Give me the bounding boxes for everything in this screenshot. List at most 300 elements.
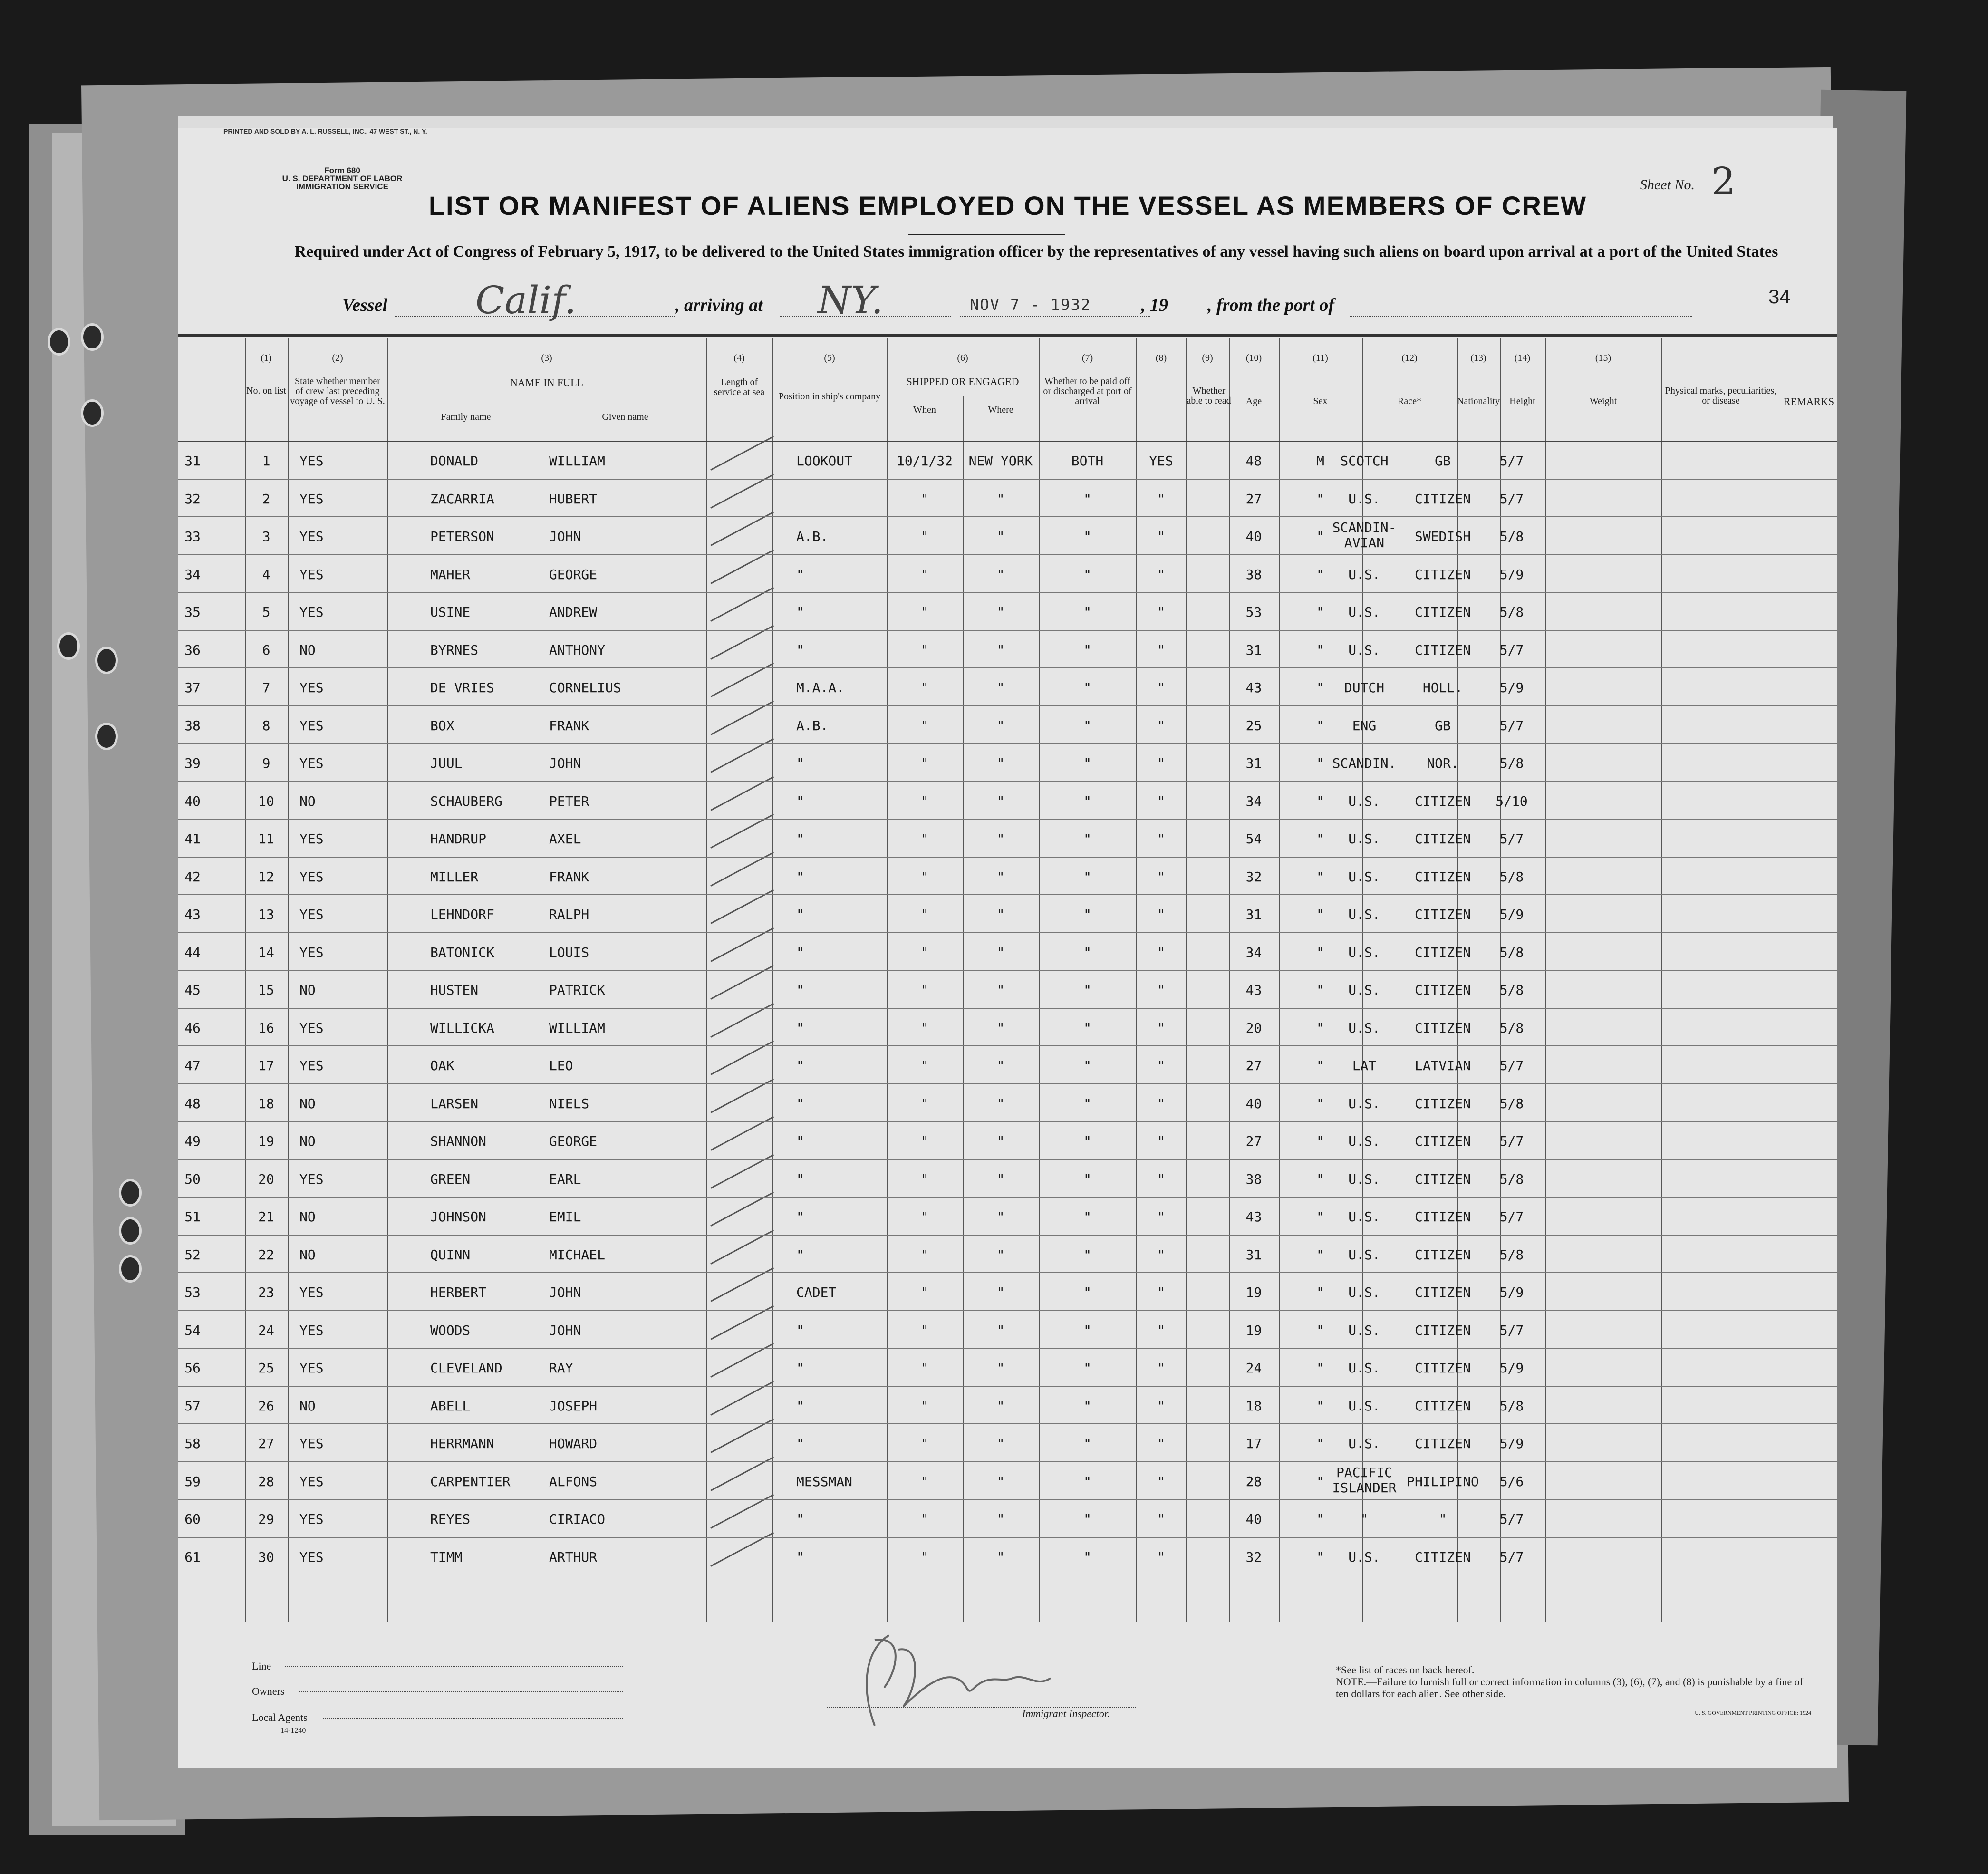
cell-family: BYRNES (430, 642, 479, 658)
cell-family: DONALD (430, 453, 479, 469)
cell-height: 5/8 (1499, 982, 1524, 998)
inspector-signature (846, 1631, 1093, 1740)
cell-position: " (796, 1511, 804, 1527)
cell-when: " (920, 1360, 929, 1376)
cell-paid: " (1083, 1209, 1091, 1225)
header-where: Where (988, 405, 1013, 415)
owners-field (299, 1691, 623, 1692)
cell-voyage: YES (299, 907, 324, 922)
col-number: (12) (1401, 353, 1418, 363)
cell-position: CADET (796, 1285, 837, 1300)
cell-nat: GB (1435, 453, 1451, 469)
cell-position: " (796, 1246, 804, 1263)
cell-family: BATONICK (430, 944, 494, 960)
cell-no: 12 (258, 869, 274, 885)
cell-voyage: YES (299, 1473, 324, 1489)
cell-nat: SWEDISH (1414, 529, 1471, 544)
cell-voyage: YES (299, 831, 324, 847)
cell-height: 5/9 (1499, 907, 1524, 922)
cell-given: FRANK (549, 869, 589, 885)
cell-sex: " (1316, 869, 1324, 885)
row-rule (178, 516, 1837, 517)
cell-age: 40 (1245, 529, 1262, 544)
row-rule (178, 1386, 1837, 1387)
inspector-label: Immigrant Inspector. (1022, 1708, 1110, 1719)
cell-given: CIRIACO (549, 1511, 606, 1527)
cell-no: 8 (262, 717, 270, 734)
cell-height: 5/7 (1499, 1549, 1524, 1565)
cell-race: U.S. (1348, 1095, 1380, 1111)
cell-age: 34 (1245, 793, 1262, 809)
cell-sex: " (1316, 1285, 1324, 1300)
cell-sex: " (1316, 755, 1324, 771)
cell-voyage: YES (299, 1360, 324, 1376)
cell-when: " (920, 982, 929, 998)
cell-nat: CITIZEN (1414, 1095, 1471, 1111)
cell-family: PETERSON (430, 529, 494, 544)
cell-no: 29 (258, 1511, 274, 1527)
cell-position: A.B. (796, 529, 829, 544)
cell-paid: " (1083, 1020, 1091, 1036)
col-number: (9) (1202, 353, 1213, 363)
cell-paid: " (1083, 1171, 1091, 1187)
cell-no: 23 (258, 1285, 274, 1300)
cell-family: DE VRIES (430, 680, 494, 696)
cell-position: MESSMAN (796, 1473, 853, 1489)
cell-sex: " (1316, 907, 1324, 922)
column-divider (1186, 338, 1187, 1622)
column-divider (706, 338, 707, 1622)
cell-when: " (920, 1473, 929, 1489)
cell-paid: " (1083, 831, 1091, 847)
cell-voyage: NO (299, 982, 316, 998)
cell-position: " (796, 1398, 804, 1414)
cell-paid: " (1083, 1511, 1091, 1527)
cell-race: SCANDIN- AVIAN (1332, 520, 1397, 551)
cell-line: 39 (184, 755, 201, 771)
cell-given: RALPH (549, 907, 589, 922)
cell-line: 32 (184, 491, 201, 507)
cell-read: " (1157, 907, 1165, 922)
cell-line: 58 (184, 1436, 201, 1451)
cell-race: U.S. (1348, 831, 1380, 847)
cell-height: 5/8 (1499, 1398, 1524, 1414)
binder-hole-icon (81, 323, 104, 351)
cell-race: PACIFIC ISLANDER (1332, 1464, 1397, 1496)
cell-sex: " (1316, 1171, 1324, 1187)
cell-position: " (796, 831, 804, 847)
cell-paid: " (1083, 1246, 1091, 1263)
binder-hole-icon (119, 1217, 142, 1245)
cell-position: " (796, 793, 804, 809)
cell-given: HOWARD (549, 1436, 598, 1451)
cell-race: LAT (1352, 1058, 1377, 1073)
cell-no: 20 (258, 1171, 274, 1187)
cell-paid: BOTH (1071, 453, 1104, 469)
cell-position: " (796, 869, 804, 885)
column-divider (288, 338, 289, 1622)
cell-race: U.S. (1348, 1549, 1380, 1565)
cell-paid: " (1083, 1095, 1091, 1111)
row-rule (178, 1310, 1837, 1311)
cell-position: " (796, 566, 804, 582)
col-number: (6) (957, 353, 968, 363)
cell-position: " (796, 1322, 804, 1338)
cell-position: " (796, 944, 804, 960)
cell-given: JOHN (549, 1285, 581, 1300)
cell-age: 38 (1245, 1171, 1262, 1187)
header-when: When (913, 405, 936, 415)
cell-height: 5/7 (1499, 1511, 1524, 1527)
cell-where: " (996, 831, 1005, 847)
cell-height: 5/7 (1499, 642, 1524, 658)
col-number: (11) (1312, 353, 1328, 363)
printer-line: PRINTED AND SOLD BY A. L. RUSSELL, INC., 47 WEST ST., N. Y. (223, 127, 427, 135)
cell-where: " (996, 680, 1005, 696)
row-rule (178, 970, 1837, 971)
header-physical-marks: Physical marks, peculiarities, or disease (1665, 386, 1777, 406)
cell-age: 32 (1245, 1549, 1262, 1565)
cell-given: PETER (549, 793, 589, 809)
cell-age: 19 (1245, 1322, 1262, 1338)
form-identifier (238, 166, 447, 191)
cell-line: 35 (184, 604, 201, 620)
cell-race: U.S. (1348, 1209, 1380, 1225)
cell-family: REYES (430, 1511, 471, 1527)
crew-table (178, 338, 1837, 1622)
cell-family: JUUL (430, 755, 463, 771)
cell-where: " (996, 1549, 1005, 1565)
cell-when: " (920, 831, 929, 847)
cell-when: " (920, 1171, 929, 1187)
cell-given: JOHN (549, 755, 581, 771)
cell-position: " (796, 1058, 804, 1073)
cell-line: 56 (184, 1360, 201, 1376)
cell-line: 57 (184, 1398, 201, 1414)
cell-position: " (796, 642, 804, 658)
from-port-label: , from the port of (1207, 295, 1335, 315)
cell-where: NEW YORK (968, 453, 1033, 469)
cell-nat: CITIZEN (1414, 1398, 1471, 1414)
cell-read: " (1157, 1473, 1165, 1489)
cell-paid: " (1083, 869, 1091, 885)
cell-race: U.S. (1348, 1285, 1380, 1300)
row-rule (178, 932, 1837, 933)
cell-read: " (1157, 566, 1165, 582)
cell-where: " (996, 1436, 1005, 1451)
cell-sex: " (1316, 604, 1324, 620)
col-number: (7) (1081, 353, 1093, 363)
cell-read: " (1157, 1360, 1165, 1376)
cell-no: 25 (258, 1360, 274, 1376)
row-rule (178, 1235, 1837, 1236)
cell-height: 5/8 (1499, 1246, 1524, 1263)
cell-line: 36 (184, 642, 201, 658)
binder-hole-icon (119, 1179, 142, 1207)
cell-height: 5/6 (1499, 1473, 1524, 1489)
cell-where: " (996, 1473, 1005, 1489)
cell-race: U.S. (1348, 642, 1380, 658)
cell-nat: CITIZEN (1414, 982, 1471, 998)
cell-race: U.S. (1348, 491, 1380, 507)
cell-age: 27 (1245, 1133, 1262, 1149)
cell-position: " (796, 1436, 804, 1451)
cell-read: " (1157, 1095, 1165, 1111)
cell-sex: " (1316, 1322, 1324, 1338)
cell-paid: " (1083, 1285, 1091, 1300)
cell-position: " (796, 1020, 804, 1036)
cell-paid: " (1083, 793, 1091, 809)
col-number: (13) (1470, 353, 1486, 363)
header-race: Race* (1398, 396, 1421, 406)
cell-paid: " (1083, 1436, 1091, 1451)
page-subtitle: Required under Act of Congress of February 5, 1917, to be delivered to the United States immigration officer by the representatives of any vessel having such aliens on board upon arrival at a port of the United States (294, 243, 1778, 261)
department-name: U. S. DEPARTMENT OF LABOR (282, 174, 403, 183)
cell-where: " (996, 1285, 1005, 1300)
cell-given: ALFONS (549, 1473, 598, 1489)
cell-family: QUINN (430, 1246, 471, 1263)
cell-given: ARTHUR (549, 1549, 598, 1565)
header-remarks: REMARKS (1783, 396, 1834, 407)
cell-voyage: YES (299, 1322, 324, 1338)
cell-height: 5/7 (1499, 1209, 1524, 1225)
cell-race: U.S. (1348, 1171, 1380, 1187)
cell-no: 16 (258, 1020, 274, 1036)
cell-line: 42 (184, 869, 201, 885)
cell-height: 5/8 (1499, 869, 1524, 885)
cell-sex: " (1316, 1360, 1324, 1376)
header-paid-off: Whether to be paid off or discharged at port of arrival (1043, 376, 1132, 406)
cell-age: 43 (1245, 1209, 1262, 1225)
cell-where: " (996, 566, 1005, 582)
cell-voyage: YES (299, 717, 324, 734)
cell-position: " (796, 1133, 804, 1149)
row-rule (178, 630, 1837, 631)
cell-given: ANDREW (549, 604, 598, 620)
cell-when: " (920, 642, 929, 658)
cell-when: " (920, 907, 929, 922)
cell-nat: NOR. (1427, 755, 1459, 771)
cell-paid: " (1083, 566, 1091, 582)
header-given-name: Given name (602, 412, 648, 422)
year-label: , 19 (1141, 295, 1168, 315)
header-height: Height (1509, 396, 1535, 406)
cell-where: " (996, 1058, 1005, 1073)
cell-paid: " (1083, 1549, 1091, 1565)
cell-read: YES (1149, 453, 1173, 469)
title-rule (908, 234, 1065, 235)
cell-nat: CITIZEN (1414, 1436, 1471, 1451)
cell-when: " (920, 1398, 929, 1414)
cell-paid: " (1083, 680, 1091, 696)
agents-field (323, 1718, 623, 1719)
races-note: *See list of races on back hereof. (1336, 1664, 1475, 1676)
cell-race: U.S. (1348, 907, 1380, 922)
cell-when: " (920, 604, 929, 620)
cell-where: " (996, 491, 1005, 507)
cell-no: 2 (262, 491, 270, 507)
cell-no: 19 (258, 1133, 274, 1149)
header-age: Age (1245, 396, 1262, 406)
cell-given: LEO (549, 1058, 573, 1073)
cell-position: " (796, 1549, 804, 1565)
cell-race: U.S. (1348, 566, 1380, 582)
cell-when: " (920, 529, 929, 544)
cell-when: " (920, 1322, 929, 1338)
cell-position: " (796, 1360, 804, 1376)
cell-family: HUSTEN (430, 982, 479, 998)
cell-voyage: NO (299, 1095, 316, 1111)
cell-where: " (996, 1095, 1005, 1111)
cell-age: 24 (1245, 1360, 1262, 1376)
cell-family: JOHNSON (430, 1209, 487, 1225)
cell-age: 48 (1245, 453, 1262, 469)
cell-family: LEHNDORF (430, 907, 494, 922)
row-rule (178, 1159, 1837, 1160)
column-divider (1545, 338, 1546, 1622)
cell-height: 5/8 (1499, 944, 1524, 960)
cell-height: 5/9 (1499, 1360, 1524, 1376)
cell-line: 50 (184, 1171, 201, 1187)
cell-when: " (920, 1020, 929, 1036)
cell-given: MICHAEL (549, 1246, 606, 1263)
cell-race: ENG (1352, 717, 1377, 734)
cell-age: 32 (1245, 869, 1262, 885)
cell-no: 26 (258, 1398, 274, 1414)
form-code: 14-1240 (280, 1727, 306, 1735)
cell-given: JOHN (549, 529, 581, 544)
cell-where: " (996, 982, 1005, 998)
cell-race: U.S. (1348, 982, 1380, 998)
col-number: (1) (261, 353, 272, 363)
header-family-name: Family name (441, 412, 491, 422)
cell-read: " (1157, 1058, 1165, 1073)
cell-height: 5/7 (1499, 491, 1524, 507)
cell-sex: " (1316, 1511, 1324, 1527)
cell-race: U.S. (1348, 1398, 1380, 1414)
cell-race: U.S. (1348, 793, 1380, 809)
cell-no: 15 (258, 982, 274, 998)
cell-family: MAHER (430, 566, 471, 582)
header-sex: Sex (1313, 396, 1328, 406)
cell-position: A.B. (796, 717, 829, 734)
cell-when: " (920, 755, 929, 771)
cell-voyage: YES (299, 755, 324, 771)
cell-when: " (920, 1133, 929, 1149)
cell-voyage: YES (299, 604, 324, 620)
cell-no: 7 (262, 680, 270, 696)
cell-voyage: NO (299, 793, 316, 809)
cell-nat: CITIZEN (1414, 1285, 1471, 1300)
cell-voyage: YES (299, 869, 324, 885)
cell-nat: CITIZEN (1414, 1133, 1471, 1149)
cell-sex: " (1316, 1020, 1324, 1036)
cell-sex: " (1316, 944, 1324, 960)
cell-voyage: YES (299, 529, 324, 544)
cell-read: " (1157, 1285, 1165, 1300)
cell-voyage: YES (299, 1058, 324, 1073)
cell-family: WOODS (430, 1322, 471, 1338)
cell-no: 11 (258, 831, 274, 847)
cell-sex: " (1316, 1095, 1324, 1111)
cell-line: 49 (184, 1133, 201, 1149)
cell-paid: " (1083, 604, 1091, 620)
row-rule (178, 1008, 1837, 1009)
column-divider (387, 338, 388, 1622)
cell-read: " (1157, 1322, 1165, 1338)
cell-line: 37 (184, 680, 201, 696)
row-rule (178, 1499, 1837, 1500)
cell-nat: PHILIPINO (1407, 1473, 1479, 1489)
cell-height: 5/8 (1499, 529, 1524, 544)
header-name-in-full: NAME IN FULL (510, 377, 583, 388)
cell-paid: " (1083, 1360, 1091, 1376)
agents-label: Local Agents (252, 1711, 308, 1723)
cell-read: " (1157, 869, 1165, 885)
cell-height: 5/9 (1499, 566, 1524, 582)
cell-paid: " (1083, 944, 1091, 960)
penalty-note: NOTE.—Failure to furnish full or correct information in columns (3), (6), (7), and (8) is punishable by a fine of ten dollars for each alien. See other side. (1336, 1676, 1804, 1700)
cell-line: 60 (184, 1511, 201, 1527)
row-rule (178, 1197, 1837, 1198)
cell-age: 43 (1245, 982, 1262, 998)
cell-voyage: NO (299, 1133, 316, 1149)
cell-when: " (920, 1246, 929, 1263)
cell-height: 5/7 (1499, 717, 1524, 734)
cell-where: " (996, 793, 1005, 809)
cell-no: 1 (262, 453, 270, 469)
column-divider (1661, 338, 1662, 1622)
col-number: (3) (541, 353, 552, 363)
cell-nat: " (1438, 1511, 1447, 1527)
header-position: Position in ship's company (778, 391, 881, 402)
row-rule (178, 781, 1837, 782)
row-rule (178, 592, 1837, 593)
cell-paid: " (1083, 1133, 1091, 1149)
row-rule (178, 819, 1837, 820)
cell-family: HERBERT (430, 1285, 487, 1300)
cell-nat: CITIZEN (1414, 793, 1471, 809)
cell-no: 4 (262, 566, 270, 582)
cell-line: 34 (184, 566, 201, 582)
cell-paid: " (1083, 1322, 1091, 1338)
cell-no: 5 (262, 604, 270, 620)
cell-line: 47 (184, 1058, 201, 1073)
cell-height: 5/7 (1499, 1322, 1524, 1338)
cell-family: SHANNON (430, 1133, 487, 1149)
cell-age: 27 (1245, 491, 1262, 507)
cell-family: OAK (430, 1058, 454, 1073)
cell-no: 13 (258, 907, 274, 922)
cell-where: " (996, 717, 1005, 734)
cell-height: 5/8 (1499, 755, 1524, 771)
cell-height: 5/7 (1499, 1133, 1524, 1149)
cell-race: U.S. (1348, 604, 1380, 620)
sheet-number: 2 (1711, 159, 1736, 203)
cell-paid: " (1083, 529, 1091, 544)
cell-given: WILLIAM (549, 453, 606, 469)
cell-read: " (1157, 604, 1165, 620)
cell-nat: CITIZEN (1414, 831, 1471, 847)
binder-hole-icon (95, 723, 118, 750)
cell-no: 14 (258, 944, 274, 960)
date-line (960, 316, 1150, 317)
row-rule (178, 1083, 1837, 1084)
cell-voyage: YES (299, 1020, 324, 1036)
cell-voyage: YES (299, 1285, 324, 1300)
cell-race: U.S. (1348, 1322, 1380, 1338)
binder-hole-icon (57, 632, 80, 660)
